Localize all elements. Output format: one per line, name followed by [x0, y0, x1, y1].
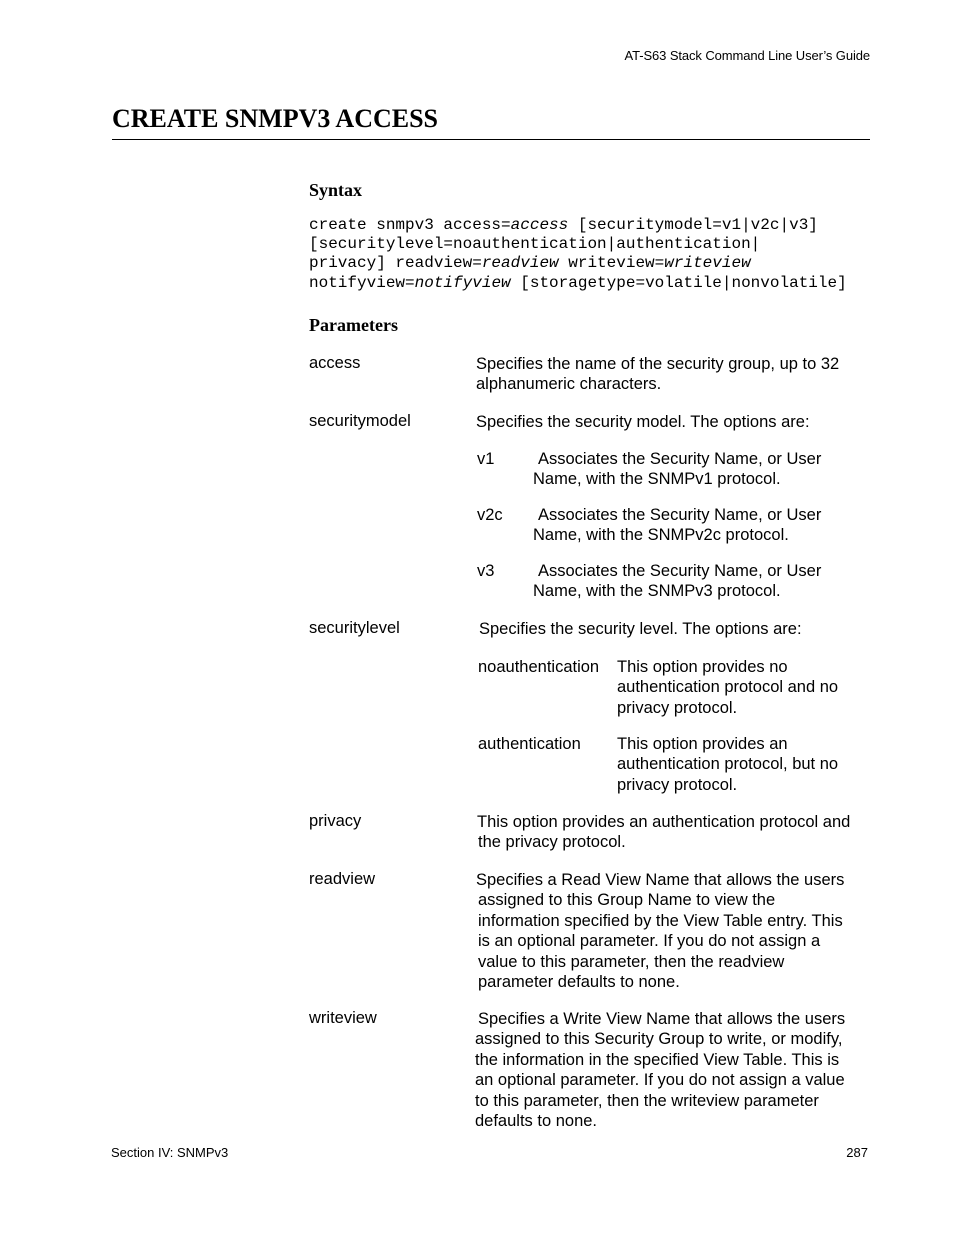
- option-authentication-desc: This option provides an authentication protocol, but no privacy protocol.: [617, 735, 839, 794]
- param-term-privacy: privacy: [309, 812, 362, 830]
- param-desc-readview: Specifies a Read View Name that allows the users assigned to this Group Name to view the information specified by the View Table entry. This is an optional parameter. If you do not assign a value to this parameter, then the readview parameter defaults to none.: [476, 871, 845, 992]
- param-desc-access: Specifies the name of the security group, up to 32 alphanumeric characters.: [476, 355, 840, 394]
- option-v2c: v2c: [477, 506, 503, 524]
- option-v2c-desc: Associates the Security Name, or User Name, with the SNMPv2c protocol.: [533, 506, 822, 545]
- page-title: CREATE SNMPV3 ACCESS: [112, 104, 439, 133]
- param-desc-securitymodel: Specifies the security model. The options are:: [476, 413, 810, 431]
- option-v1: v1: [477, 450, 495, 468]
- param-term-securitymodel: securitymodel: [309, 412, 411, 430]
- footer-page-number: 287: [846, 1145, 868, 1160]
- option-v3-desc: Associates the Security Name, or User Name, with the SNMPv3 protocol.: [533, 562, 822, 601]
- option-noauthentication-desc: This option provides no authentication protocol and no privacy protocol.: [617, 658, 839, 717]
- option-v1-desc: Associates the Security Name, or User Name, with the SNMPv1 protocol.: [533, 450, 822, 489]
- parameters-heading: Parameters: [309, 315, 398, 335]
- footer-section: Section IV: SNMPv3: [111, 1145, 229, 1160]
- param-desc-privacy: This option provides an authentication protocol and the privacy protocol.: [477, 813, 851, 852]
- param-term-writeview: writeview: [309, 1009, 377, 1027]
- title-rule: [112, 139, 870, 140]
- option-authentication: authentication: [478, 735, 581, 753]
- syntax-heading: Syntax: [309, 180, 363, 200]
- syntax-code-block: create snmpv3 access=access [securitymodel=v1|v2c|v3] [securitylevel=noauthentication|authentication| privacy] readview=readview writeview=writeview notifyview=notifyview [storagetype=volatile|nonvolatile]: [309, 216, 847, 292]
- param-term-access: access: [309, 354, 361, 372]
- option-v3: v3: [477, 562, 495, 580]
- param-desc-writeview: Specifies a Write View Name that allows the users assigned to this Security Group to write, or modify, the information in the specified View Table. This is an optional parameter. If you do not assign a value to this parameter, then the writeview parameter defaults to none.: [475, 1010, 846, 1131]
- param-desc-securitylevel: Specifies the security level. The options are:: [479, 620, 802, 638]
- running-header: AT-S63 Stack Command Line User’s Guide: [624, 48, 870, 63]
- param-term-securitylevel: securitylevel: [309, 619, 400, 637]
- param-term-readview: readview: [309, 870, 376, 888]
- option-noauthentication: noauthentication: [478, 658, 600, 676]
